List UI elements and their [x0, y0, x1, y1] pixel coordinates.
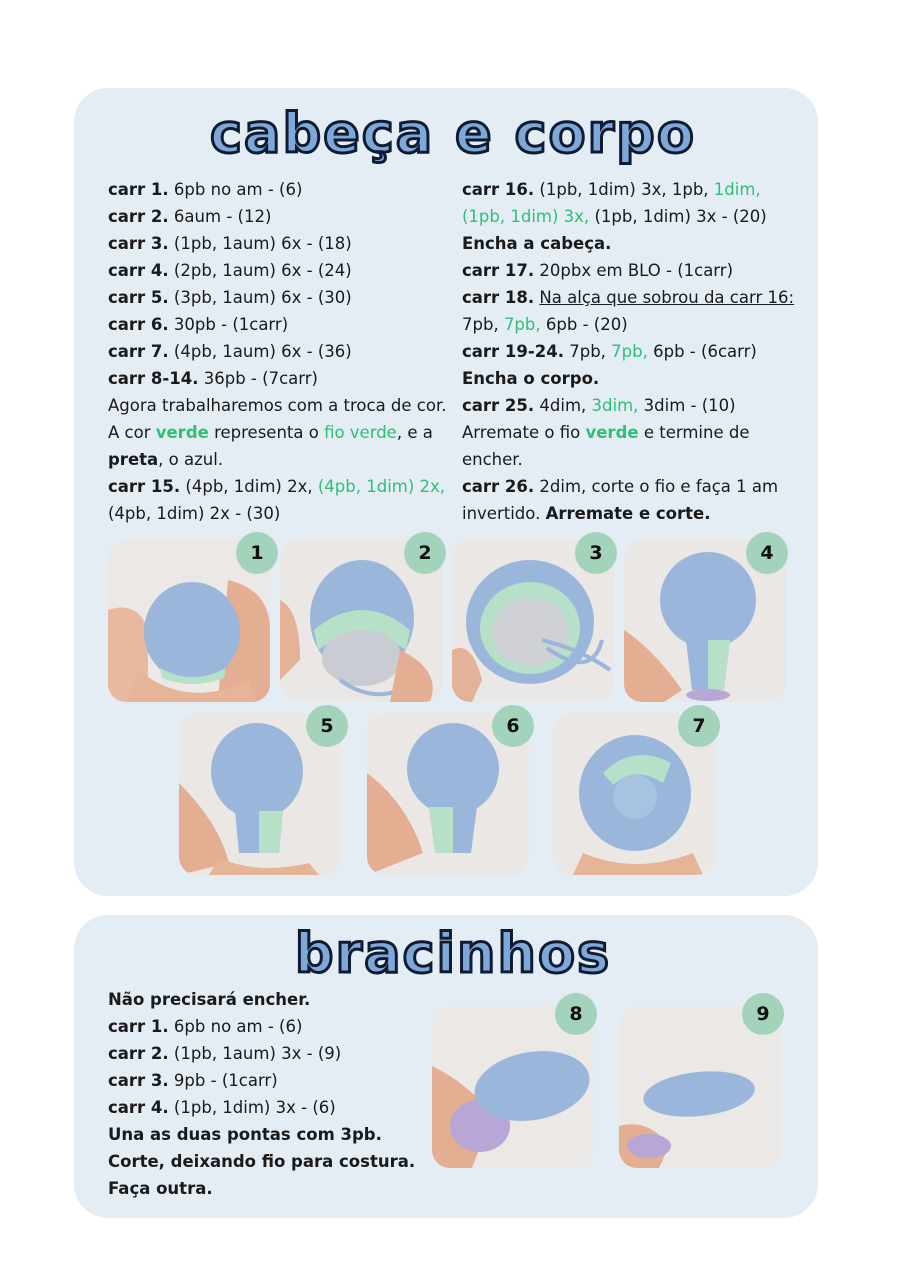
no-fill-note: Não precisará encher.: [108, 990, 311, 1009]
row-15: carr 15. (4pb, 1dim) 2x, (4pb, 1dim) 2x, (4pb, 1dim) 2x - (30): [108, 477, 446, 523]
step-badge-8: 8: [555, 993, 597, 1035]
step-badge-4: 4: [746, 532, 788, 574]
section-title-head-body: cabeça e corpo: [210, 102, 696, 165]
row-26: carr 26. 2dim, corte o fio e faça 1 am invertido. Arremate e corte.: [462, 477, 779, 523]
row-1: carr 1. 6pb no am - (6): [108, 180, 303, 199]
cut-note: Corte, deixando fio para costura.: [108, 1152, 416, 1171]
repeat-note: Faça outra.: [108, 1179, 213, 1198]
row-17: carr 17. 20pbx em BLO - (1carr): [462, 261, 734, 280]
row-8-14: carr 8-14. 36pb - (7carr): [108, 369, 318, 388]
fill-body-note: Encha o corpo.: [462, 369, 600, 388]
row-25: carr 25. 4dim, 3dim, 3dim - (10): [462, 396, 736, 415]
step-badge-1: 1: [236, 532, 278, 574]
step-badge-7: 7: [678, 705, 720, 747]
color-change-note: Agora trabalharemos com a troca de cor. A cor verde representa o fio verde, e a preta, o azul.: [108, 396, 447, 469]
arm-row-4: carr 4. (1pb, 1dim) 3x - (6): [108, 1098, 336, 1117]
row-6: carr 6. 30pb - (1carr): [108, 315, 289, 334]
section-title-arms: bracinhos: [294, 922, 612, 985]
instructions-right-column: [462, 176, 802, 527]
step-badge-2: 2: [404, 532, 446, 574]
row-18: carr 18. Na alça que sobrou da carr 16:: [462, 288, 795, 307]
row-16: carr 16. (1pb, 1dim) 3x, 1pb, 1dim, (1pb, 1dim) 3x, (1pb, 1dim) 3x - (20): [462, 180, 767, 226]
row-7: carr 7. (4pb, 1aum) 6x - (36): [108, 342, 352, 361]
row-19-24: carr 19-24. 7pb, 7pb, 6pb - (6carr): [462, 342, 757, 361]
step-badge-6: 6: [492, 705, 534, 747]
finish-note: Arremate o fio verde e termine de encher.: [462, 423, 750, 469]
step-badge-9: 9: [742, 993, 784, 1035]
row-2: carr 2. 6aum - (12): [108, 207, 272, 226]
row-4: carr 4. (2pb, 1aum) 6x - (24): [108, 261, 352, 280]
arm-row-2: carr 2. (1pb, 1aum) 3x - (9): [108, 1044, 342, 1063]
step-badge-3: 3: [575, 532, 617, 574]
step-badge-5: 5: [306, 705, 348, 747]
row-18-values: 7pb, 7pb, 6pb - (20): [462, 315, 628, 334]
arm-row-3: carr 3. 9pb - (1carr): [108, 1071, 278, 1090]
row-5: carr 5. (3pb, 1aum) 6x - (30): [108, 288, 352, 307]
row-3: carr 3. (1pb, 1aum) 6x - (18): [108, 234, 352, 253]
fill-head-note: Encha a cabeça.: [462, 234, 612, 253]
join-note: Una as duas pontas com 3pb.: [108, 1125, 382, 1144]
arm-row-1: carr 1. 6pb no am - (6): [108, 1017, 303, 1036]
instructions-left-column: [108, 176, 448, 527]
instructions-arms: [108, 986, 428, 1202]
